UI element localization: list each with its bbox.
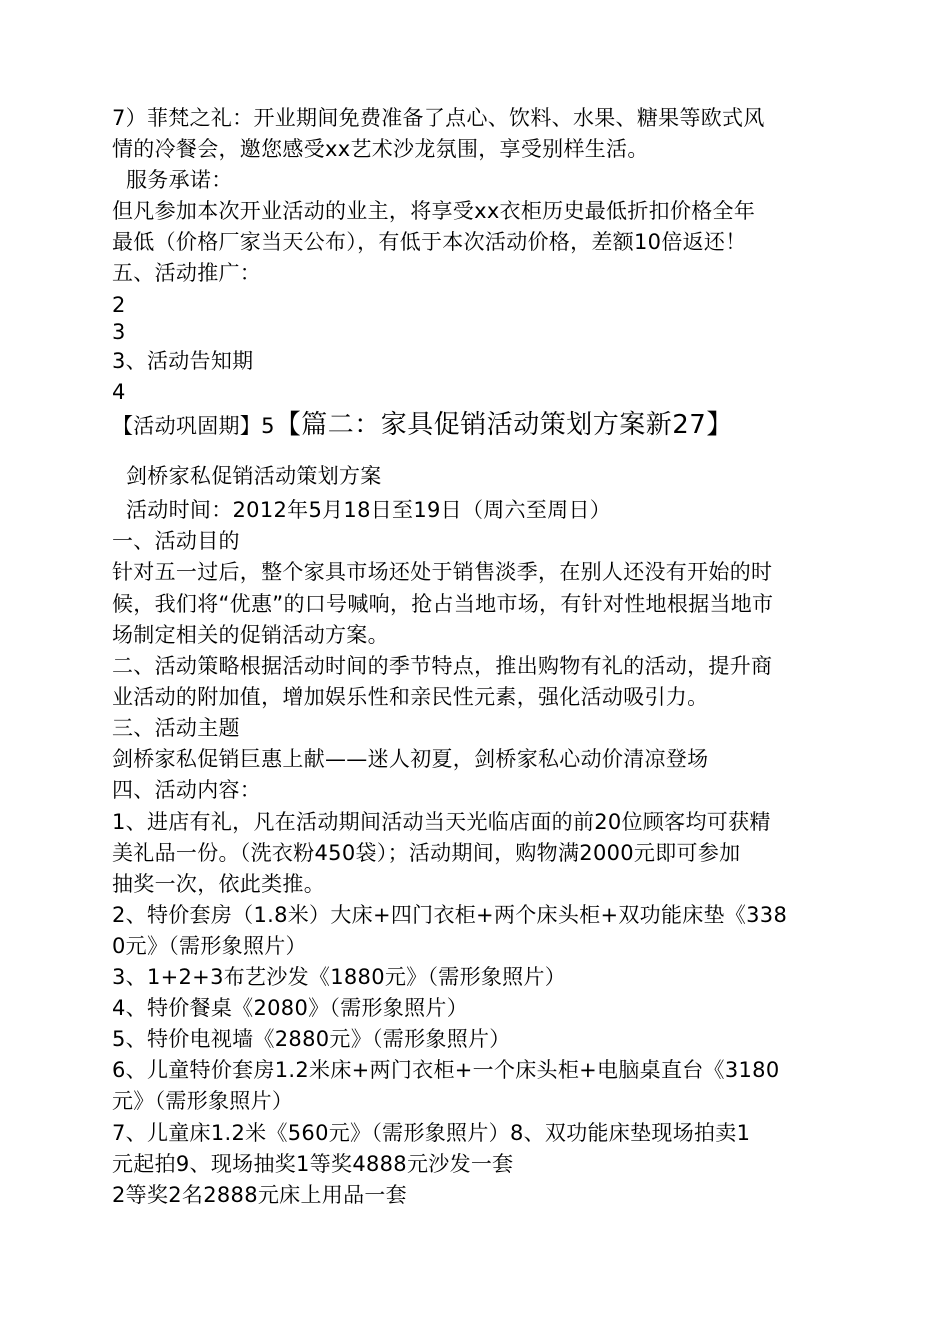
section-heading: [112, 408, 852, 443]
text-line: 7）菲梵之礼：开业期间免费准备了点心、饮料、水果、糖果等欧式风: [112, 106, 765, 130]
text-line: 2、特价套房（1.8米）大床+四门衣柜+两个床头柜+双功能床垫《338: [112, 903, 788, 927]
text-line: 五、活动推广：: [112, 261, 262, 285]
text-line: 情的冷餐会，邀您感受xx艺术沙龙氛围，享受别样生活。: [112, 137, 649, 161]
document-title: 剑桥家私促销活动策划方案: [126, 464, 382, 488]
text-line: 5、特价电视墙《2880元》（需形象照片）: [112, 1027, 511, 1051]
text-line: 针对五一过后，整个家具市场还处于销售淡季，在别人还没有开始的时: [112, 560, 773, 584]
text-line: 四、活动内容：: [112, 778, 262, 802]
text-line: 3、1+2+3布艺沙发《1880元》（需形象照片）: [112, 965, 567, 989]
text-line: 但凡参加本次开业活动的业主，将享受xx衣柜历史最低折扣价格全年: [112, 199, 756, 223]
text-line: 美礼品一份。（洗衣粉450袋）；活动期间，购物满2000元即可参加: [112, 841, 741, 865]
text-line: 4、特价餐桌《2080》（需形象照片）: [112, 996, 469, 1020]
text-line: 3、活动告知期: [112, 349, 254, 373]
text-line: 一、活动目的: [112, 529, 240, 553]
text-line: 3: [112, 320, 126, 344]
text-line: 服务承诺：: [126, 168, 233, 192]
text-line: 三、活动主题: [112, 716, 240, 740]
text-line: 场制定相关的促销活动方案。: [112, 623, 389, 647]
text-line: 2: [112, 293, 126, 317]
text-line: 候，我们将“优惠”的口号喊响，抢占当地市场，有针对性地根据当地市: [112, 592, 774, 616]
heading-title: 【篇二：家具促销活动策划方案新27】: [274, 410, 733, 440]
text-line: 4: [112, 380, 126, 404]
text-line: 二、活动策略根据活动时间的季节特点，推出购物有礼的活动，提升商: [112, 654, 773, 678]
text-line: 元》（需形象照片）: [112, 1089, 294, 1113]
text-line: 6、儿童特价套房1.2米床+两门衣柜+一个床头柜+电脑桌直台《3180: [112, 1058, 780, 1082]
text-line: 元起拍9、现场抽奖1等奖4888元沙发一套: [112, 1152, 514, 1176]
heading-prefix: 【活动巩固期】5: [112, 414, 275, 438]
text-line: 0元》（需形象照片）: [112, 934, 307, 958]
text-line: 最低（价格厂家当天公布），有低于本次活动价格，差额10倍返还！: [112, 230, 747, 254]
text-line: 1、进店有礼，凡在活动期间活动当天光临店面的前20位顾客均可获精: [112, 810, 771, 834]
text-line: 剑桥家私促销巨惠上献——迷人初夏，剑桥家私心动价清凉登场: [112, 747, 709, 771]
text-line: 抽奖一次，依此类推。: [112, 872, 325, 896]
text-line: 7、儿童床1.2米《560元》（需形象照片）8、双功能床垫现场拍卖1: [112, 1121, 751, 1145]
text-line: 业活动的附加值，增加娱乐性和亲民性元素，强化活动吸引力。: [112, 685, 709, 709]
text-line: 活动时间：2012年5月18日至19日（周六至周日）: [126, 498, 612, 522]
text-line: 2等奖2名2888元床上用品一套: [112, 1183, 407, 1207]
